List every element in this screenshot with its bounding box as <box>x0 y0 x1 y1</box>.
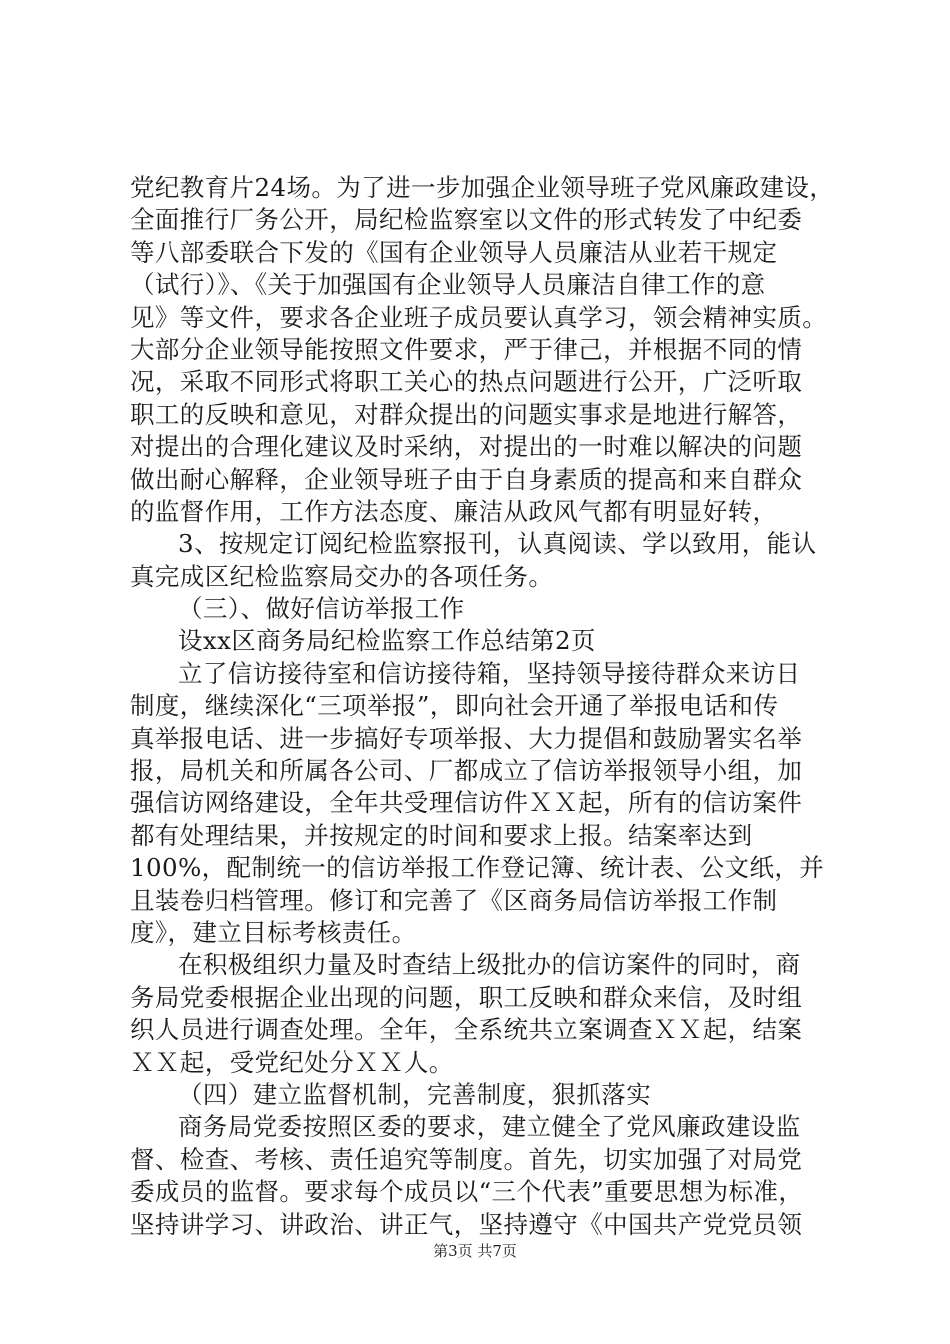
text-line: 职工的反映和意见，对群众提出的问题实事求是地进行解答， <box>130 399 803 429</box>
text-line: 务局党委根据企业出现的问题，职工反映和群众来信，及时组 <box>130 982 803 1012</box>
text-line: 真举报电话、进一步搞好专项举报、大力提倡和鼓励署实名举 <box>130 723 803 753</box>
text-line: 况，采取不同形式将职工关心的热点问题进行公开，广泛听取 <box>130 367 803 397</box>
text-line: 织人员进行调查处理。全年，全系统共立案调查ＸＸ起，结案 <box>130 1015 803 1045</box>
text-line: 度》，建立目标考核责任。 <box>130 917 417 947</box>
text-line: 见》等文件，要求各企业班子成员要认真学习，领会精神实质。 <box>130 302 828 332</box>
text-line: （试行）》、《关于加强国有企业领导人员廉洁自律工作的意 <box>130 270 766 300</box>
text-line: 真完成区纪检监察局交办的各项任务。 <box>130 561 554 591</box>
text-line: 对提出的合理化建议及时采纳，对提出的一时难以解决的问题 <box>130 432 803 462</box>
text-line: 委成员的监督。要求每个成员以“三个代表”重要思想为标准， <box>130 1177 804 1207</box>
text-line: 大部分企业领导能按照文件要求，严于律己，并根据不同的情 <box>130 334 803 364</box>
section-heading: （三）、做好信访举报工作 <box>178 594 465 624</box>
text-line: 制度，继续深化“三项举报”，即向社会开通了举报电话和传 <box>130 691 779 721</box>
document-body <box>130 172 835 1241</box>
text-line: ＸＸ起，受党纪处分ＸＸ人。 <box>130 1047 454 1077</box>
paragraph-start: 在积极组织力量及时查结上级批办的信访案件的同时，商 <box>178 950 801 980</box>
text-line: 全面推行厂务公开，局纪检监察室以文件的形式转发了中纪委 <box>130 205 803 235</box>
section-heading: （四）建立监督机制，完善制度，狠抓落实 <box>178 1079 652 1109</box>
paragraph-start: 3、按规定订阅纪检监察报刊，认真阅读、学以致用，能认 <box>178 529 817 559</box>
text-line: 都有处理结果，并按规定的时间和要求上报。结案率达到 <box>130 820 753 850</box>
text-line: 强信访网络建设，全年共受理信访件ＸＸ起，所有的信访案件 <box>130 788 803 818</box>
text-line: 等八部委联合下发的《国有企业领导人员廉洁从业若干规定 <box>130 237 778 267</box>
text-line: 坚持讲学习、讲政治、讲正气，坚持遵守《中国共产党党员领 <box>130 1209 803 1239</box>
page-number-footer: 第3页 共7页 <box>433 1242 517 1260</box>
text-line: 的监督作用，工作方法态度、廉洁从政风气都有明显好转， <box>130 496 778 526</box>
text-line: 党纪教育片24场。为了进一步加强企业领导班子党风廉政建设， <box>130 173 835 202</box>
text-line: 且装卷归档管理。修订和完善了《区商务局信访举报工作制 <box>130 885 778 915</box>
paragraph-start: 商务局党委按照区委的要求，建立健全了党风廉政建设监 <box>178 1112 801 1142</box>
paragraph-start: 立了信访接待室和信访接待箱，坚持领导接待群众来访日 <box>178 658 801 688</box>
page-continuation-note: 设xx区商务局纪检监察工作总结第2页 <box>178 626 596 656</box>
text-line: 做出耐心解释，企业领导班子由于自身素质的提高和来自群众 <box>130 464 803 494</box>
text-line: 督、检查、考核、责任追究等制度。首先，切实加强了对局党 <box>130 1144 803 1174</box>
text-line: 报，局机关和所属各公司、厂都成立了信访举报领导小组，加 <box>130 756 803 786</box>
text-line: 100%，配制统一的信访举报工作登记簿、统计表、公文纸，并 <box>130 853 825 883</box>
